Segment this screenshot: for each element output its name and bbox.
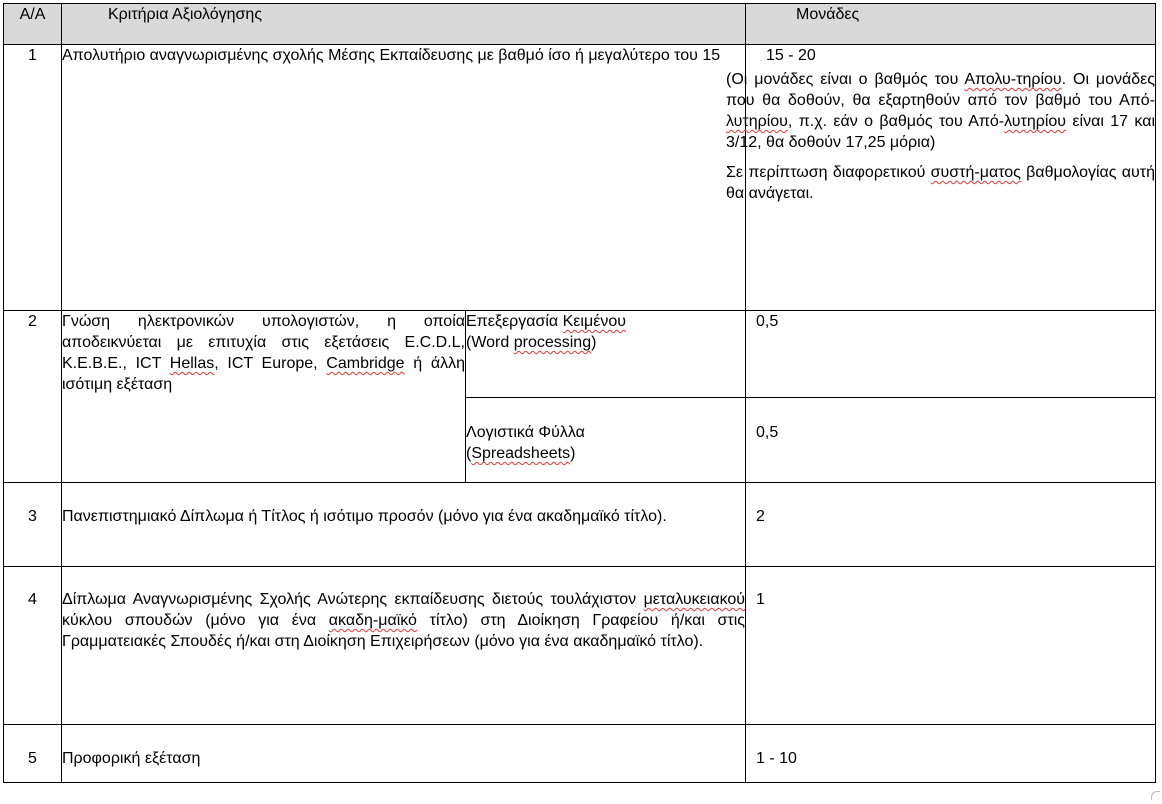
header-points: Μονάδες [746, 4, 1156, 45]
points-note: (Οι μονάδες είναι ο βαθμός του Απολυ-τηρίου. Οι μονάδες που θα δοθούν, θα εξαρτηθούν από τον βαθμό του Από-λυτηρίου, π.χ. εάν ο βαθμός του Από-λυτηρίου είναι 17 και 3/12, θα δοθούν 17,25 μόρια) [726, 71, 1156, 151]
points-note-conversion: Σε περίπτωση διαφορετικού συστή-ματος βαθμολογίας αυτή θα ανάγεται. [726, 164, 1156, 202]
row-number: 3 [4, 483, 62, 567]
criteria-text: Γνώση ηλεκτρονικών υπολογιστών, η οποία αποδεικνύεται με επιτυχία στις εξετάσεις E.C.D.L, K.E.B.E., ICT Hellas, ICT Europe, Cambridge ή άλλη ισότιμη εξέταση [62, 311, 466, 483]
subcriterion-word-processing: Επεξεργασία Κειμένου (Word processing) [466, 311, 746, 398]
points-cell [746, 483, 1156, 567]
subcriterion-spreadsheets: Λογιστικά Φύλλα (Spreadsheets) [466, 398, 746, 483]
points-cell [746, 398, 1156, 483]
table-row [4, 483, 1156, 567]
points-cell [726, 45, 1156, 311]
criteria-text: Προφορική εξέταση [62, 725, 746, 783]
table-row [4, 45, 1156, 311]
points-cell [746, 567, 1156, 725]
points-value: 0,5 [756, 424, 779, 441]
header-row [4, 4, 1156, 45]
table-row [4, 311, 1156, 398]
row-number: 2 [4, 311, 62, 483]
table-row [4, 567, 1156, 725]
header-criteria: Κριτήρια Αξιολόγησης [62, 4, 746, 45]
points-cell [746, 311, 1156, 398]
table-row [4, 725, 1156, 783]
criteria-table [3, 3, 1156, 783]
row-number: 5 [4, 725, 62, 783]
page-corner-mark [1151, 791, 1160, 800]
points-value: 1 - 10 [756, 750, 797, 767]
criteria-text: Πανεπιστημιακό Δίπλωμα ή Τίτλος ή ισότιμο προσόν (μόνο για ένα ακαδημαϊκό τίτλο). [62, 483, 746, 567]
criteria-text: Απολυτήριο αναγνωρισμένης σχολής Μέσης Εκπαίδευσης με βαθμό ίσο ή μεγαλύτερο του 15 [62, 45, 746, 311]
row-number: 4 [4, 567, 62, 725]
points-value: 1 [756, 591, 765, 608]
criteria-text: Δίπλωμα Αναγνωρισμένης Σχολής Ανώτερης εκπαίδευσης διετούς τουλάχιστον μεταλυκειακού κύκλου σπουδών (μόνο για ένα ακαδη-μαϊκό τίτλο) στη Διοίκηση Γραφείου ή/και στις Γραμματειακές Σπουδές ή/και στη Διοίκηση Επιχειρήσεων (μόνο για ένα ακαδημαϊκό τίτλο). [62, 567, 746, 725]
points-value: 2 [756, 508, 765, 525]
header-num: Α/Α [4, 4, 62, 45]
points-value: 15 - 20 [766, 47, 816, 64]
points-value: 0,5 [756, 313, 779, 330]
points-cell [746, 725, 1156, 783]
row-number: 1 [4, 45, 62, 311]
